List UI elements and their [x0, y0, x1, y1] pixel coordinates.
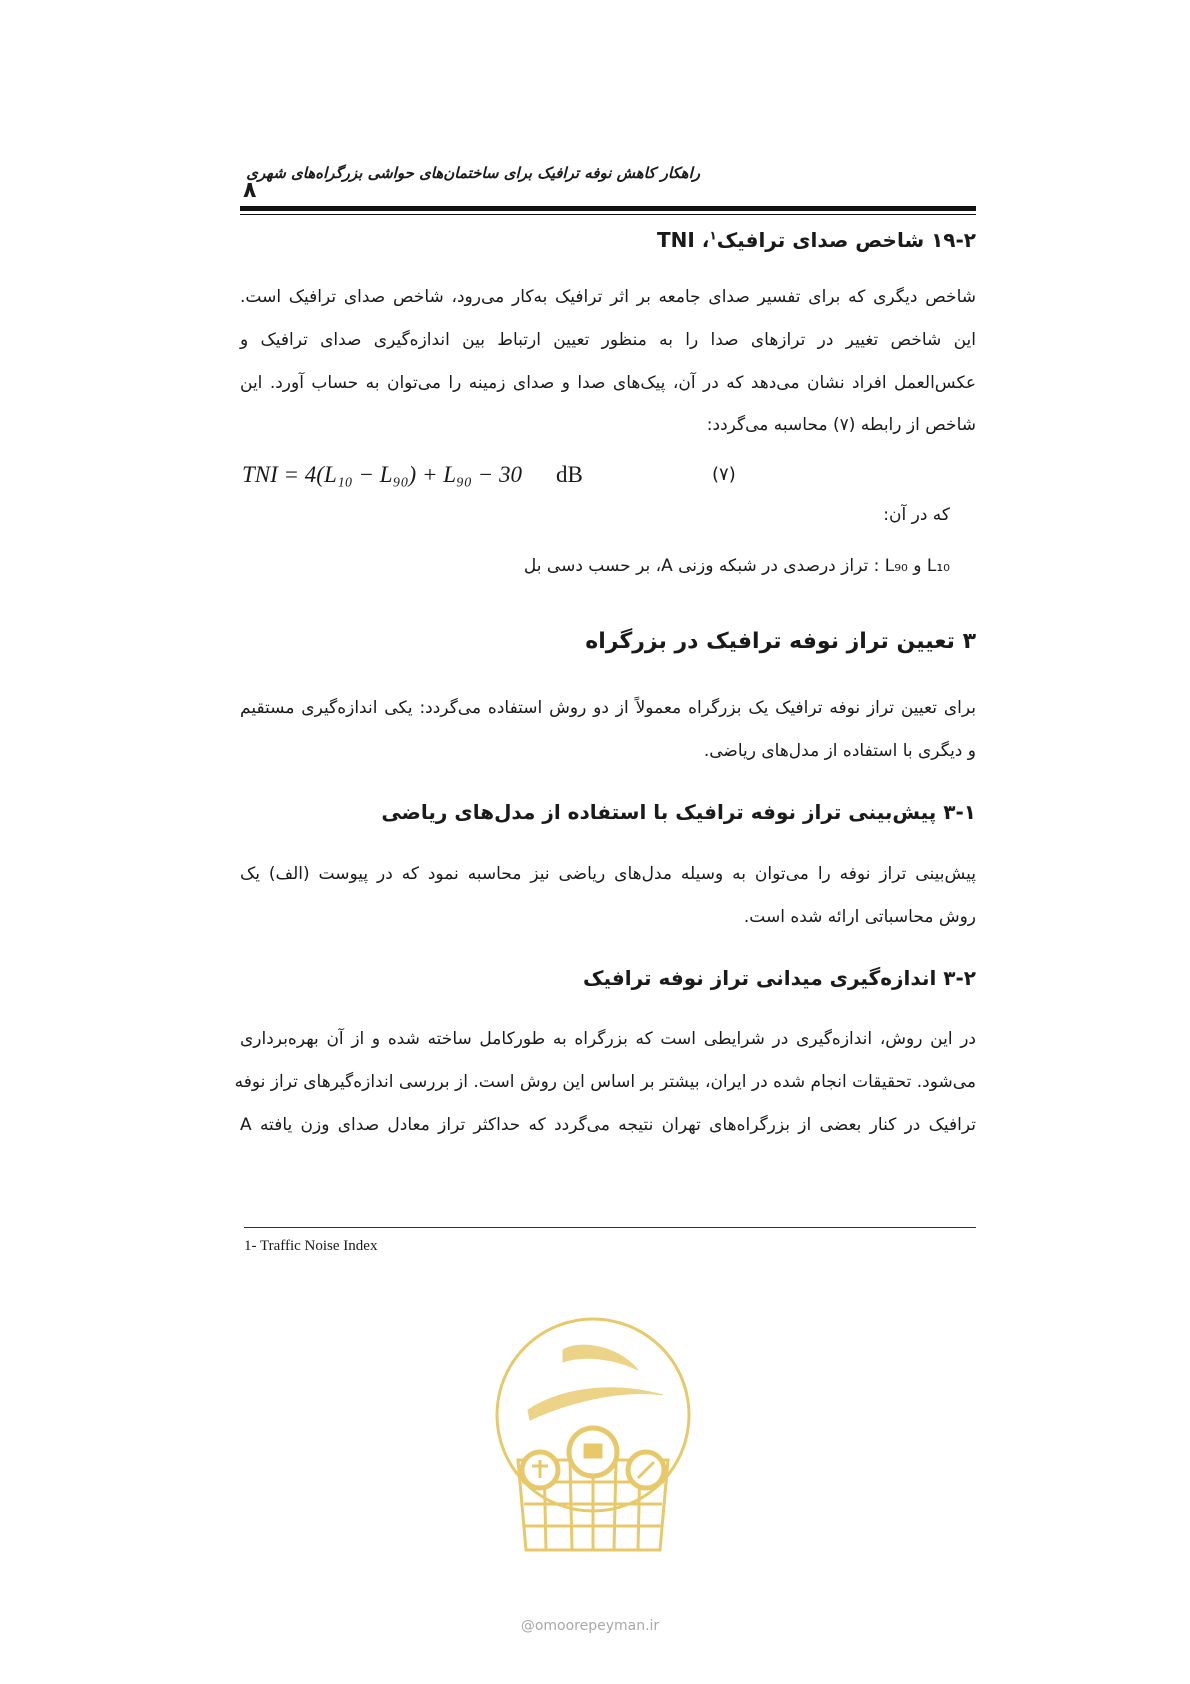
heading-section-2-19 [240, 228, 976, 252]
page-number: ۸ [243, 178, 257, 203]
watermark-url: @omoorepeyman.ir [520, 1618, 660, 1634]
paragraph-line: شاخص دیگری که برای تفسیر صدای جامعه بر اثر ترافیک به‌کار می‌رود، شاخص صدای ترافیک است. [240, 287, 976, 307]
paragraph-line: پیش‌بینی تراز نوفه را می‌توان به وسیله مدل‌های ریاضی نیز محاسبه نمود که در پیوست (الف) یک [240, 864, 976, 884]
paragraph-line: این شاخص تغییر در ترازهای صدا را به منظور تعیین ارتباط بین اندازه‌گیری صدای ترافیک و [240, 330, 976, 350]
footnote-rule [244, 1227, 976, 1228]
paragraph-line: می‌شود. تحقیقات انجام شده در ایران، بیشتر بر اساس این روش است. از بررسی اندازه‌گیرهای تراز نوفه [234, 1072, 976, 1092]
header-rule-thick [240, 206, 976, 211]
watermark-logo [488, 1310, 698, 1600]
paragraph-line: شاخص از رابطه (۷) محاسبه می‌گردد: [706, 415, 976, 435]
heading-text: ۱۹-۲ شاخص صدای ترافیک [716, 228, 976, 252]
heading-abbr: ، TNI [656, 228, 710, 252]
paragraph-line: روش محاسباتی ارائه شده است. [743, 907, 976, 927]
paragraph-line: و دیگری با استفاده از مدل‌های ریاضی. [703, 741, 976, 761]
running-header-title: راهکار کاهش نوفه ترافیک برای ساختمان‌های حواشی بزرگراه‌های شهری [246, 164, 700, 182]
equation-formula: TNI = 4(L₁₀ − L₉₀) + L₉₀ − 30 [242, 462, 523, 487]
header-rule-thin [240, 214, 976, 215]
heading-section-3-2: ۳-۲ اندازه‌گیری میدانی تراز نوفه ترافیک [582, 966, 976, 990]
where-label: که در آن: [883, 505, 950, 525]
footnote-text: 1- Traffic Noise Index [244, 1238, 378, 1254]
paragraph-line: برای تعیین تراز نوفه ترافیک یک بزرگراه معمولاً از دو روش استفاده می‌گردد: یکی اندازه‌گیری مستقیم [240, 698, 976, 718]
paragraph-line: ترافیک در کنار بعضی از بزرگراه‌های تهران نتیجه می‌گردد که حداکثر تراز معادل صدای وزن یافته A [240, 1115, 976, 1135]
equation-number: (۷) [712, 464, 736, 485]
heading-section-3: ۳ تعیین تراز نوفه ترافیک در بزرگراه [585, 629, 976, 654]
equation-unit: dB [556, 462, 583, 487]
heading-section-3-1: ۳-۱ پیش‌بینی تراز نوفه ترافیک با استفاده از مدل‌های ریاضی [381, 800, 976, 824]
definition-line: L₁₀ و L₉₀ : تراز درصدی در شبکه وزنی A، بر حسب دسی بل [523, 556, 950, 576]
paragraph-line: عکس‌العمل افراد نشان می‌دهد که در آن، پیک‌های صدا و صدای زمینه را می‌توان به حساب آورد. این [240, 373, 976, 393]
paragraph-line: در این روش، اندازه‌گیری در شرایطی است که بزرگراه به طورکامل ساخته شده و از آن بهره‌برداری [240, 1029, 976, 1049]
footnote-ref[interactable]: ۱ [709, 228, 717, 243]
